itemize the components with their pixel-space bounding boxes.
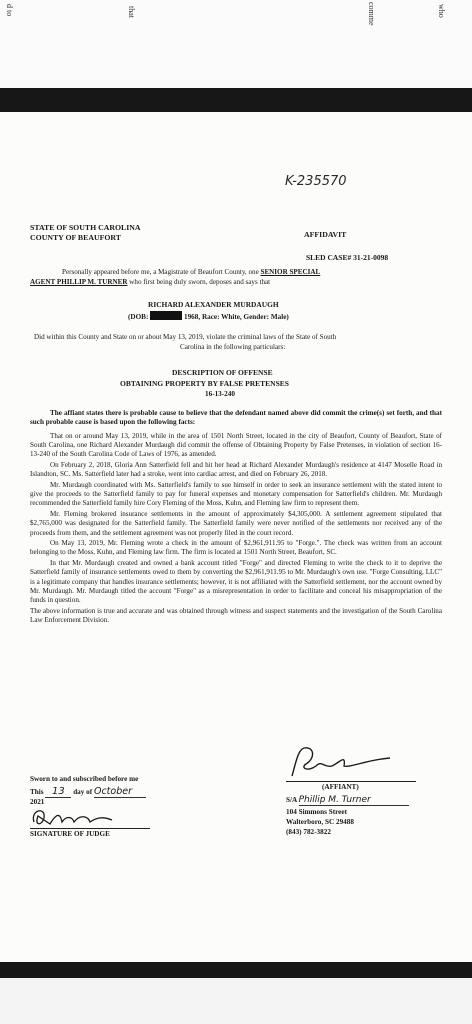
day-of-label: day of	[73, 788, 93, 796]
state-heading: STATE OF SOUTH CAROLINA	[30, 223, 141, 232]
intro-text: Personally appeared before me, a Magistrate of Beaufort County, one	[62, 268, 259, 276]
defendant-details	[128, 311, 289, 321]
county-heading: COUNTY OF BEAUFORT	[30, 233, 121, 242]
fragment-text: that	[127, 6, 136, 18]
affiant-signature	[286, 742, 396, 782]
intro-text: who first being duly sworn, deposes and says that	[129, 278, 271, 286]
dob-label: (DOB:	[128, 313, 149, 321]
bottom-divider-bar	[0, 962, 472, 978]
day-handwritten: 13	[45, 786, 71, 798]
sled-case-number: SLED CASE# 31-21-0098	[306, 253, 389, 262]
affiant-phone: (843) 782-3822	[286, 828, 331, 836]
affidavit-page	[0, 112, 472, 962]
document-type: AFFIDAVIT	[304, 230, 347, 239]
fact-paragraph: In that Mr. Murdaugh created and owned a bank account titled "Forge" and directed Fleming to write the check to it to deprive the Satterfield family of insurance settlements owed to them by converting the $2,961,911.95 to Mr. Murdaugh's own use. "Forge Consulting, LLC" is a legitimate company that handles insurance settlements; however, it is not affiliated with the Satterfield settlement, nor the account owned by Mr. Murdaugh. Mr. Murdaugh titled the account "Forge" as a misrepresentation in order to facilitate and conceal his misappropriation of the funds in question.	[30, 559, 442, 604]
fact-paragraph: That on or around May 13, 2019, while in the area of 1501 North Street, located in the city of Beaufort, County of Beaufort, State of South Carolina, one Richard Alexander Murdaugh did commit the offense of Obtaining Property by False Pretenses, in violation of section 16-13-240 of the South Carolina Code of Laws of 1976, as amended.	[30, 432, 442, 459]
fact-paragraph: Mr. Fleming brokered insurance settlements in the amount of approximately $4,305,000. A settlement agreement stipulated that $2,765,000 was designated for the Satterfield family. The Satterfield family were never notified of the settlements nor received any of the proceeds from them, and the settlement agreement was not properly filed in the court record.	[30, 510, 442, 537]
violation-line-2: Carolina in the following particulars:	[180, 343, 286, 351]
affiant-label: (AFFIANT)	[322, 783, 359, 791]
agent-name: AGENT PHILLIP M. TURNER	[30, 278, 128, 286]
judge-signature-line	[30, 828, 150, 829]
offense-title: DESCRIPTION OF OFFENSE	[172, 368, 273, 377]
month-handwritten: October	[94, 786, 146, 798]
intro-line-1	[62, 268, 320, 276]
fact-paragraph: On May 13, 2019, Mr. Fleming wrote a check in the amount of $2,961,911.95 to "Forge.". The check was written from an account belonging to the Moss, Kuhn, and Fleming law firm. The firm is located at 1501 North Street, Beaufort, SC.	[30, 539, 442, 557]
previous-page-fragment	[0, 0, 472, 88]
this-label: This	[30, 788, 44, 796]
facts-section	[30, 432, 442, 627]
defendant-name: RICHARD ALEXANDER MURDAUGH	[148, 300, 279, 309]
sa-label: S/A	[286, 796, 297, 804]
fragment-text: who	[437, 4, 446, 18]
agent-title: SENIOR SPECIAL	[260, 268, 321, 276]
affiant-sa-line	[286, 795, 409, 806]
offense-name: OBTAINING PROPERTY BY FALSE PRETENSES	[120, 379, 289, 388]
intro-line-2	[30, 278, 270, 286]
fragment-text: d to	[5, 4, 14, 17]
sworn-year: 2021	[30, 798, 45, 806]
defendant-demographics: 1968, Race: White, Gender: Male)	[183, 313, 289, 321]
sworn-date-line	[30, 786, 146, 798]
violation-line-1: Did within this County and State on or about May 13, 2019, violate the criminal laws of the State of South	[34, 333, 337, 341]
top-divider-bar	[0, 88, 472, 112]
fact-paragraph: On February 2, 2018, Gloria Ann Satterfield fell and hit her head at Richard Alexander Murdaugh's residence at 4147 Moselle Road in Islandton, SC. Ms. Satterfield later had a stroke, went into cardiac arrest, and died on February 26, 2018.	[30, 461, 442, 479]
affiant-signature-line	[286, 781, 416, 782]
redaction-block	[150, 311, 182, 320]
case-number-handwritten: K-235570	[285, 174, 347, 189]
probable-cause-text: The affiant states there is probable cause to believe that the defendant named above did commit the crime(s) set forth, and that such probable cause is based upon the following facts:	[30, 409, 442, 427]
judge-label: SIGNATURE OF JUDGE	[30, 830, 110, 838]
affiant-city: Walterboro, SC 29488	[286, 818, 354, 826]
affiant-street: 104 Simmons Street	[286, 808, 347, 816]
offense-code: 16-13-240	[205, 390, 235, 398]
fact-paragraph: Mr. Murdaugh coordinated with Ms. Satterfield's family to sue himself in order to seek an insurance settlement with the stated intent to give the proceeds to the Satterfield family to pay for funeral expenses and monetary compensation for Satterfield's children. Mr. Murdaugh recommended the Satterfield family hire Cory Fleming of the Moss, Kuhn, and Fleming law firm to represent them.	[30, 481, 442, 508]
probable-cause-statement	[30, 409, 442, 429]
next-page-fragment	[0, 978, 472, 1024]
affiant-name-handwritten: Phillip M. Turner	[299, 795, 409, 806]
sworn-statement: Sworn to and subscribed before me	[30, 775, 139, 783]
closing-statement: The above information is true and accurate and was obtained through witness and suspect statements and the investigation of the South Carolina Law Enforcement Division.	[30, 606, 442, 624]
fragment-text: comme	[367, 2, 376, 26]
